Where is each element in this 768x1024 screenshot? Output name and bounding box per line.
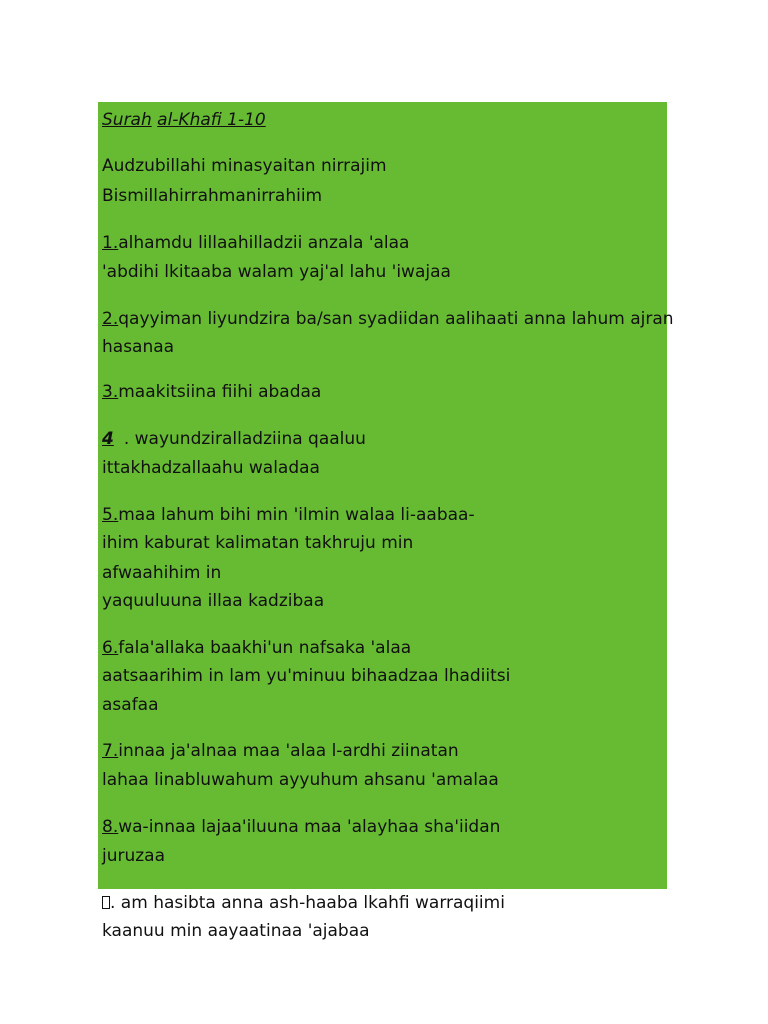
verse-number: 8. [102, 817, 119, 837]
verse-9-line-1 [102, 892, 505, 914]
verse-text: maakitsiina fiihi abadaa [118, 382, 322, 402]
verse-text: qayyiman liyundzira ba/san syadiidan aalihaati anna lahum ajran [118, 309, 674, 329]
verse-text: innaa ja'alnaa maa 'alaa l-ardhi ziinatan [118, 741, 459, 761]
verse-6-line-1 [102, 637, 411, 659]
verse-2-line-1 [102, 308, 674, 330]
verse-1-line-1 [102, 232, 409, 254]
verse-4-line-1 [102, 428, 366, 450]
page-title [102, 109, 266, 131]
verse-5-line-2: ihim kaburat kalimatan takhruju min [102, 533, 414, 553]
verse-4-line-2: ittakhadzallaahu waladaa [102, 458, 320, 478]
verse-5-line-1 [102, 504, 475, 526]
verse-6-line-3: asafaa [102, 695, 159, 715]
verse-text: fala'allaka baakhi'un nafsaka 'alaa [118, 638, 412, 658]
verse-text: wa-innaa lajaa'iluuna maa 'alayhaa sha'iidan [118, 817, 501, 837]
intro-line-1: Audzubillahi minasyaitan nirrajim [102, 156, 387, 176]
verse-7-line-2: lahaa linabluwahum ayyuhum ahsanu 'amalaa [102, 770, 499, 790]
verse-7-line-1 [102, 740, 459, 762]
verse-6-line-2: aatsaarihim in lam yu'minuu bihaadzaa lhadiitsi [102, 666, 511, 686]
verse-1-line-2: 'abdihi lkitaaba walam yaj'al lahu 'iwajaa [102, 262, 451, 282]
verse-8-line-2: juruzaa [102, 846, 166, 866]
verse-5-line-4: yaquuluuna illaa kadzibaa [102, 591, 325, 611]
verse-5-line-3: afwaahihim in [102, 563, 222, 583]
verse-9-line-2: kaanuu min aayaatinaa 'ajabaa [102, 921, 370, 941]
verse-2-line-2: hasanaa [102, 337, 175, 357]
verse-number: 5. [102, 505, 119, 525]
verse-number: 2. [102, 309, 119, 329]
verse-number: 4 [102, 429, 114, 449]
intro-line-2: Bismillahirrahmanirrahiim [102, 186, 323, 206]
verse-number: 7. [102, 741, 119, 761]
verse-3-line-1 [102, 381, 321, 403]
verse-text: . am hasibta anna ash-haaba lkahfi warraqiimi [110, 893, 505, 913]
verse-text: maa lahum bihi min 'ilmin walaa li-aabaa- [118, 505, 475, 525]
verse-8-line-1 [102, 816, 500, 838]
verse-text: alhamdu lillaahilladzii anzala 'alaa [118, 233, 410, 253]
verse-number: 1. [102, 233, 119, 253]
verse-number: 3. [102, 382, 119, 402]
title-part2: al-Khafi 1-10 [157, 110, 266, 130]
verse-number: 6. [102, 638, 119, 658]
title-part1: Surah [102, 110, 152, 130]
verse-text: . wayundziralladziina qaaluu [123, 429, 366, 449]
missing-glyph-icon [102, 893, 110, 913]
